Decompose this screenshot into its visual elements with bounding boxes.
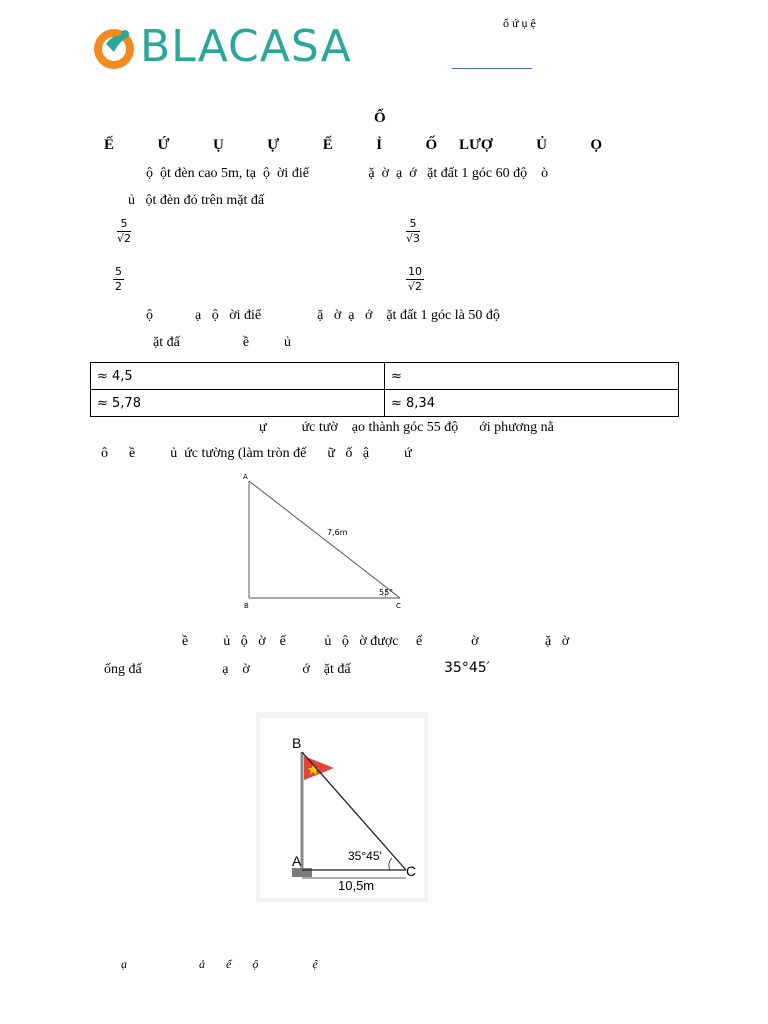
q4-angle-text: 35°45′ [444, 660, 490, 676]
q1-option-a[interactable] [117, 218, 131, 245]
q4-label-base: 10,5m [338, 878, 375, 893]
q1-option-d[interactable] [406, 266, 424, 293]
q4-flagpole-figure [256, 712, 428, 902]
q2-option-d[interactable]: ≈ 8,34 [385, 390, 679, 417]
pole-base [292, 868, 312, 877]
q2-option-a[interactable]: ≈ 4,5 [91, 363, 385, 390]
q2-option-c[interactable]: ≈ 5,78 [91, 390, 385, 417]
q4-label-angle: 35°45' [348, 849, 382, 863]
q3-label-a: A [243, 473, 248, 481]
q4-line2: ống đấ ạ ờ ớ ặt đấ [104, 662, 351, 677]
q1-option-c[interactable] [113, 266, 124, 293]
q2-answer-table [90, 362, 679, 417]
q4-line1: ề ủ ộ ờ ế ủ ộ ờ được ế ờ ặ ờ [182, 634, 570, 649]
q4-label-b: B [292, 735, 302, 751]
header-right-text: ổ ứ ụ ệ [503, 16, 536, 30]
q3-label-hypotenuse: 7,6m [327, 528, 348, 537]
q1-option-c-num: 5 [115, 265, 122, 278]
q4-label-a: A [292, 853, 302, 869]
footer-text: ạ ả ể ộ ệ [121, 957, 318, 971]
q1-option-b[interactable] [406, 218, 420, 245]
page-title: Ổ [374, 110, 386, 126]
header-link-underline[interactable] [452, 68, 532, 69]
page-subtitle: Ế Ứ Ụ Ự Ế Ỉ Ố LƯỢ Ủ Ọ [104, 137, 603, 153]
q1-option-c-den: 2 [115, 280, 122, 293]
table-row [91, 390, 679, 417]
q1-option-b-num: 5 [409, 217, 417, 230]
q2-option-b[interactable]: ≈ [385, 363, 679, 390]
q4-label-c: C [406, 863, 417, 879]
q2-line1: ộ ạ ộ ời điể ặ ờ ạ ớ ặt đất 1 góc là 50 độ [146, 308, 500, 323]
q3-line1: ự ức tườ ạo thành góc 55 độ ới phương nằ [259, 420, 554, 435]
q3-label-angle: 55° [379, 588, 394, 597]
q3-triangle-figure [238, 472, 410, 614]
q3-label-c: C [396, 602, 401, 610]
q1-option-b-den: √3 [406, 232, 421, 245]
q1-option-a-num: 5 [120, 217, 128, 230]
q1-line1: ộ ột đèn cao 5m, tạ ộ ời điể ặ ờ ạ ớ ặt đất 1 góc 60 độ ò [146, 166, 549, 181]
q3-label-b: B [244, 602, 249, 610]
q1-line2: ủ ột đèn đó trên mặt đấ [128, 193, 265, 208]
q1-option-d-den: √2 [407, 280, 422, 293]
brand-name: BLACASA [140, 21, 352, 72]
q3-line2: ô ề ủ ức tường (làm tròn đế ữ ố ậ ứ [101, 446, 412, 461]
q2-line2: ặt đấ ề ủ [153, 335, 292, 350]
q1-option-d-num: 10 [408, 265, 422, 278]
q1-option-a-den: √2 [117, 232, 132, 245]
table-row [91, 363, 679, 390]
